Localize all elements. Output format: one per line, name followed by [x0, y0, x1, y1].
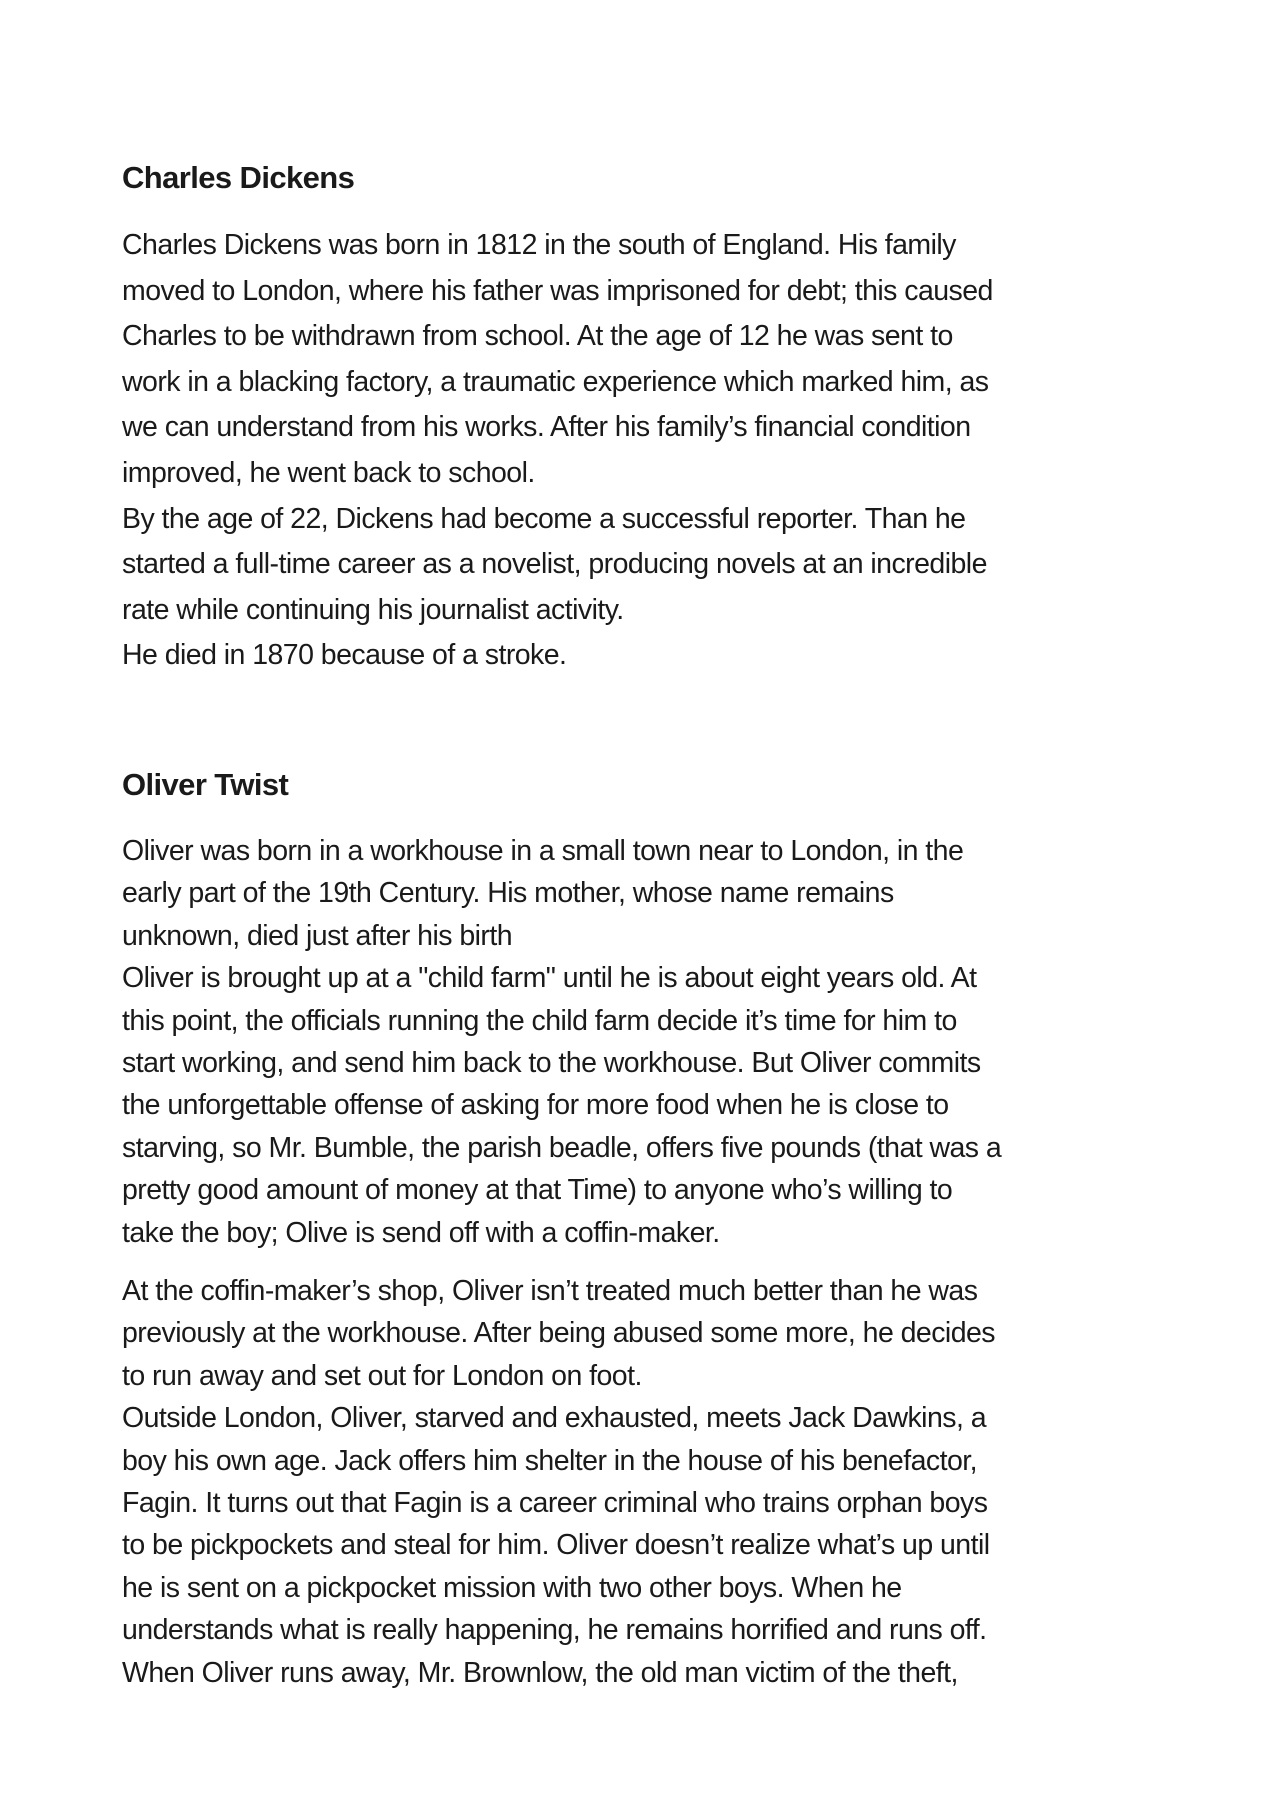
text-line: moved to London, where his father was imprisoned for debt; this caused — [122, 274, 993, 307]
text-line: previously at the workhouse. After being abused some more, he decides — [122, 1317, 995, 1350]
text-line: start working, and send him back to the workhouse. But Oliver commits — [122, 1047, 981, 1080]
text-line: Charles Dickens was born in 1812 in the south of England. His family — [122, 229, 956, 261]
text-line: work in a blacking factory, a traumatic experience which marked him, as — [122, 365, 989, 398]
text-line: this point, the officials running the child farm decide it’s time for him to — [122, 1004, 957, 1037]
text-line: we can understand from his works. After his family’s financial condition — [122, 411, 971, 444]
paragraph-dickens-bio — [122, 223, 993, 679]
text-line: improved, he went back to school. — [122, 456, 535, 489]
text-line: to be pickpockets and steal for him. Oliver doesn’t realize what’s up until — [122, 1529, 990, 1562]
text-line: the unforgettable offense of asking for more food when he is close to — [122, 1089, 949, 1122]
paragraph-oliver-plot — [122, 1270, 995, 1694]
text-line: He died in 1870 because of a stroke. — [122, 639, 567, 672]
text-line: Charles to be withdrawn from school. At the age of 12 he was sent to — [122, 320, 953, 353]
text-line: unknown, died just after his birth — [122, 919, 513, 952]
text-line: When Oliver runs away, Mr. Brownlow, the old man victim of the theft, — [122, 1656, 958, 1689]
text-line: starving, so Mr. Bumble, the parish beadle, offers five pounds (that was a — [122, 1131, 1002, 1164]
text-line: understands what is really happening, he remains horrified and runs off. — [122, 1614, 987, 1647]
text-line: Outside London, Oliver, starved and exhausted, meets Jack Dawkins, a — [122, 1402, 986, 1435]
text-line: early part of the 19th Century. His mother, whose name remains — [122, 877, 894, 910]
text-line: Fagin. It turns out that Fagin is a career criminal who trains orphan boys — [122, 1487, 988, 1520]
text-line: he is sent on a pickpocket mission with two other boys. When he — [122, 1571, 902, 1604]
text-line: Oliver is brought up at a "child farm" until he is about eight years old. At — [122, 962, 977, 995]
paragraph-oliver-intro — [122, 830, 1001, 1254]
text-line: started a full-time career as a novelist, producing novels at an incredible — [122, 548, 987, 581]
heading-charles-dickens: Charles Dickens — [122, 160, 355, 195]
text-line: boy his own age. Jack offers him shelter in the house of his benefactor, — [122, 1444, 977, 1477]
text-line: to run away and set out for London on foot. — [122, 1359, 642, 1392]
text-line: At the coffin-maker’s shop, Oliver isn’t treated much better than he was — [122, 1275, 978, 1307]
text-line: Oliver was born in a workhouse in a small town near to London, in the — [122, 835, 964, 867]
text-line: rate while continuing his journalist activity. — [122, 593, 624, 626]
text-line: pretty good amount of money at that Time) to anyone who’s willing to — [122, 1174, 953, 1207]
heading-oliver-twist: Oliver Twist — [122, 767, 289, 802]
text-line: take the boy; Olive is send off with a coffin-maker. — [122, 1216, 720, 1249]
text-line: By the age of 22, Dickens had become a successful reporter. Than he — [122, 502, 966, 535]
